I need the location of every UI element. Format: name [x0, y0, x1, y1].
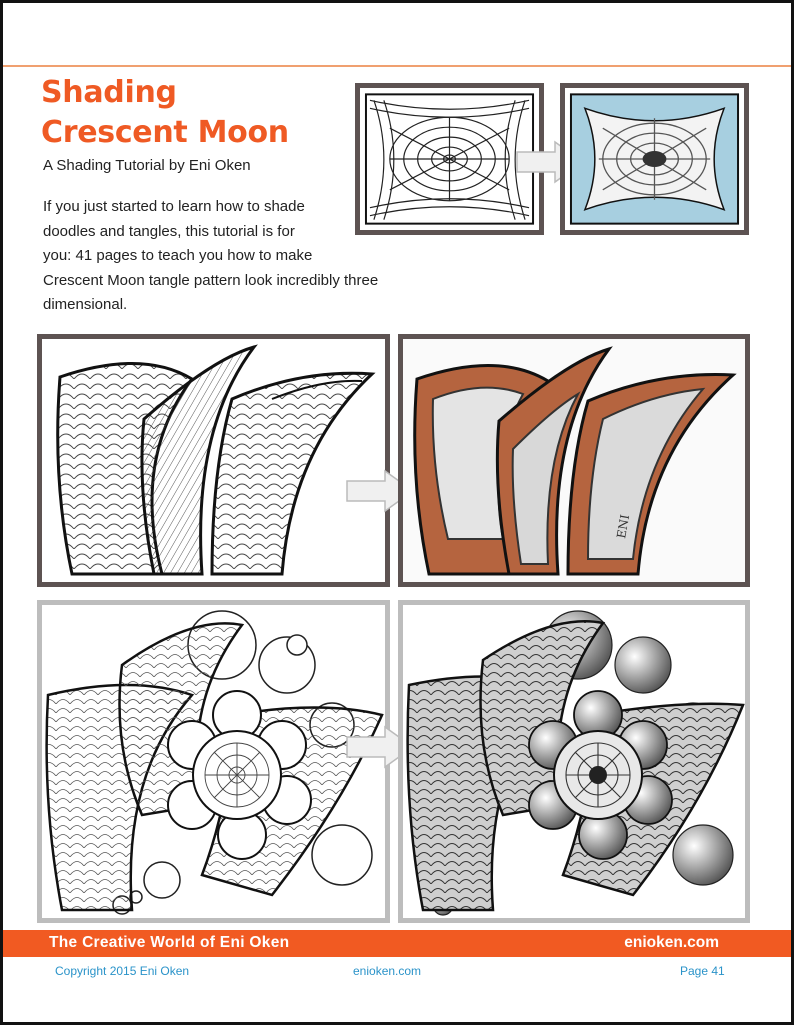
intro-line-1: If you just started to learn how to shade: [43, 198, 305, 215]
image-tangle-after: [398, 600, 750, 923]
image-crescent-before: [37, 334, 390, 587]
intro-line-2: doodles and tangles, this tutorial is for: [43, 222, 295, 240]
footer-brand: The Creative World of Eni Oken: [49, 934, 290, 951]
intro-line-3: you: 41 pages to teach you how to make: [43, 247, 313, 264]
subtitle: A Shading Tutorial by Eni Oken: [43, 157, 251, 174]
intro-line-5: dimensional.: [43, 296, 128, 313]
top-rule: [3, 65, 791, 67]
copyright-text: Copyright 2015 Eni Oken: [55, 964, 190, 978]
title-line-1: Shading: [41, 75, 177, 110]
small-after-drawing: [565, 88, 744, 230]
image-tangle-before: [37, 600, 390, 923]
title-line-2: Crescent Moon: [41, 115, 289, 150]
crescent-before-drawing: [42, 339, 385, 582]
footer-website[interactable]: enioken.com: [624, 934, 719, 951]
artist-signature: ENI: [614, 513, 633, 540]
page-title: [41, 73, 289, 153]
footer-site-link[interactable]: enioken.com: [353, 964, 422, 978]
image-crescent-after: [398, 334, 750, 587]
crescent-after-drawing: [403, 339, 745, 582]
tangle-after-drawing: [403, 605, 745, 918]
footer-bar: [3, 930, 791, 957]
image-small-after: [560, 83, 749, 235]
tangle-before-drawing: [42, 605, 385, 918]
small-before-drawing: [360, 88, 539, 230]
page-number: Page 41: [680, 964, 725, 978]
intro-line-4: Crescent Moon tangle pattern look incredibly three: [43, 271, 379, 289]
